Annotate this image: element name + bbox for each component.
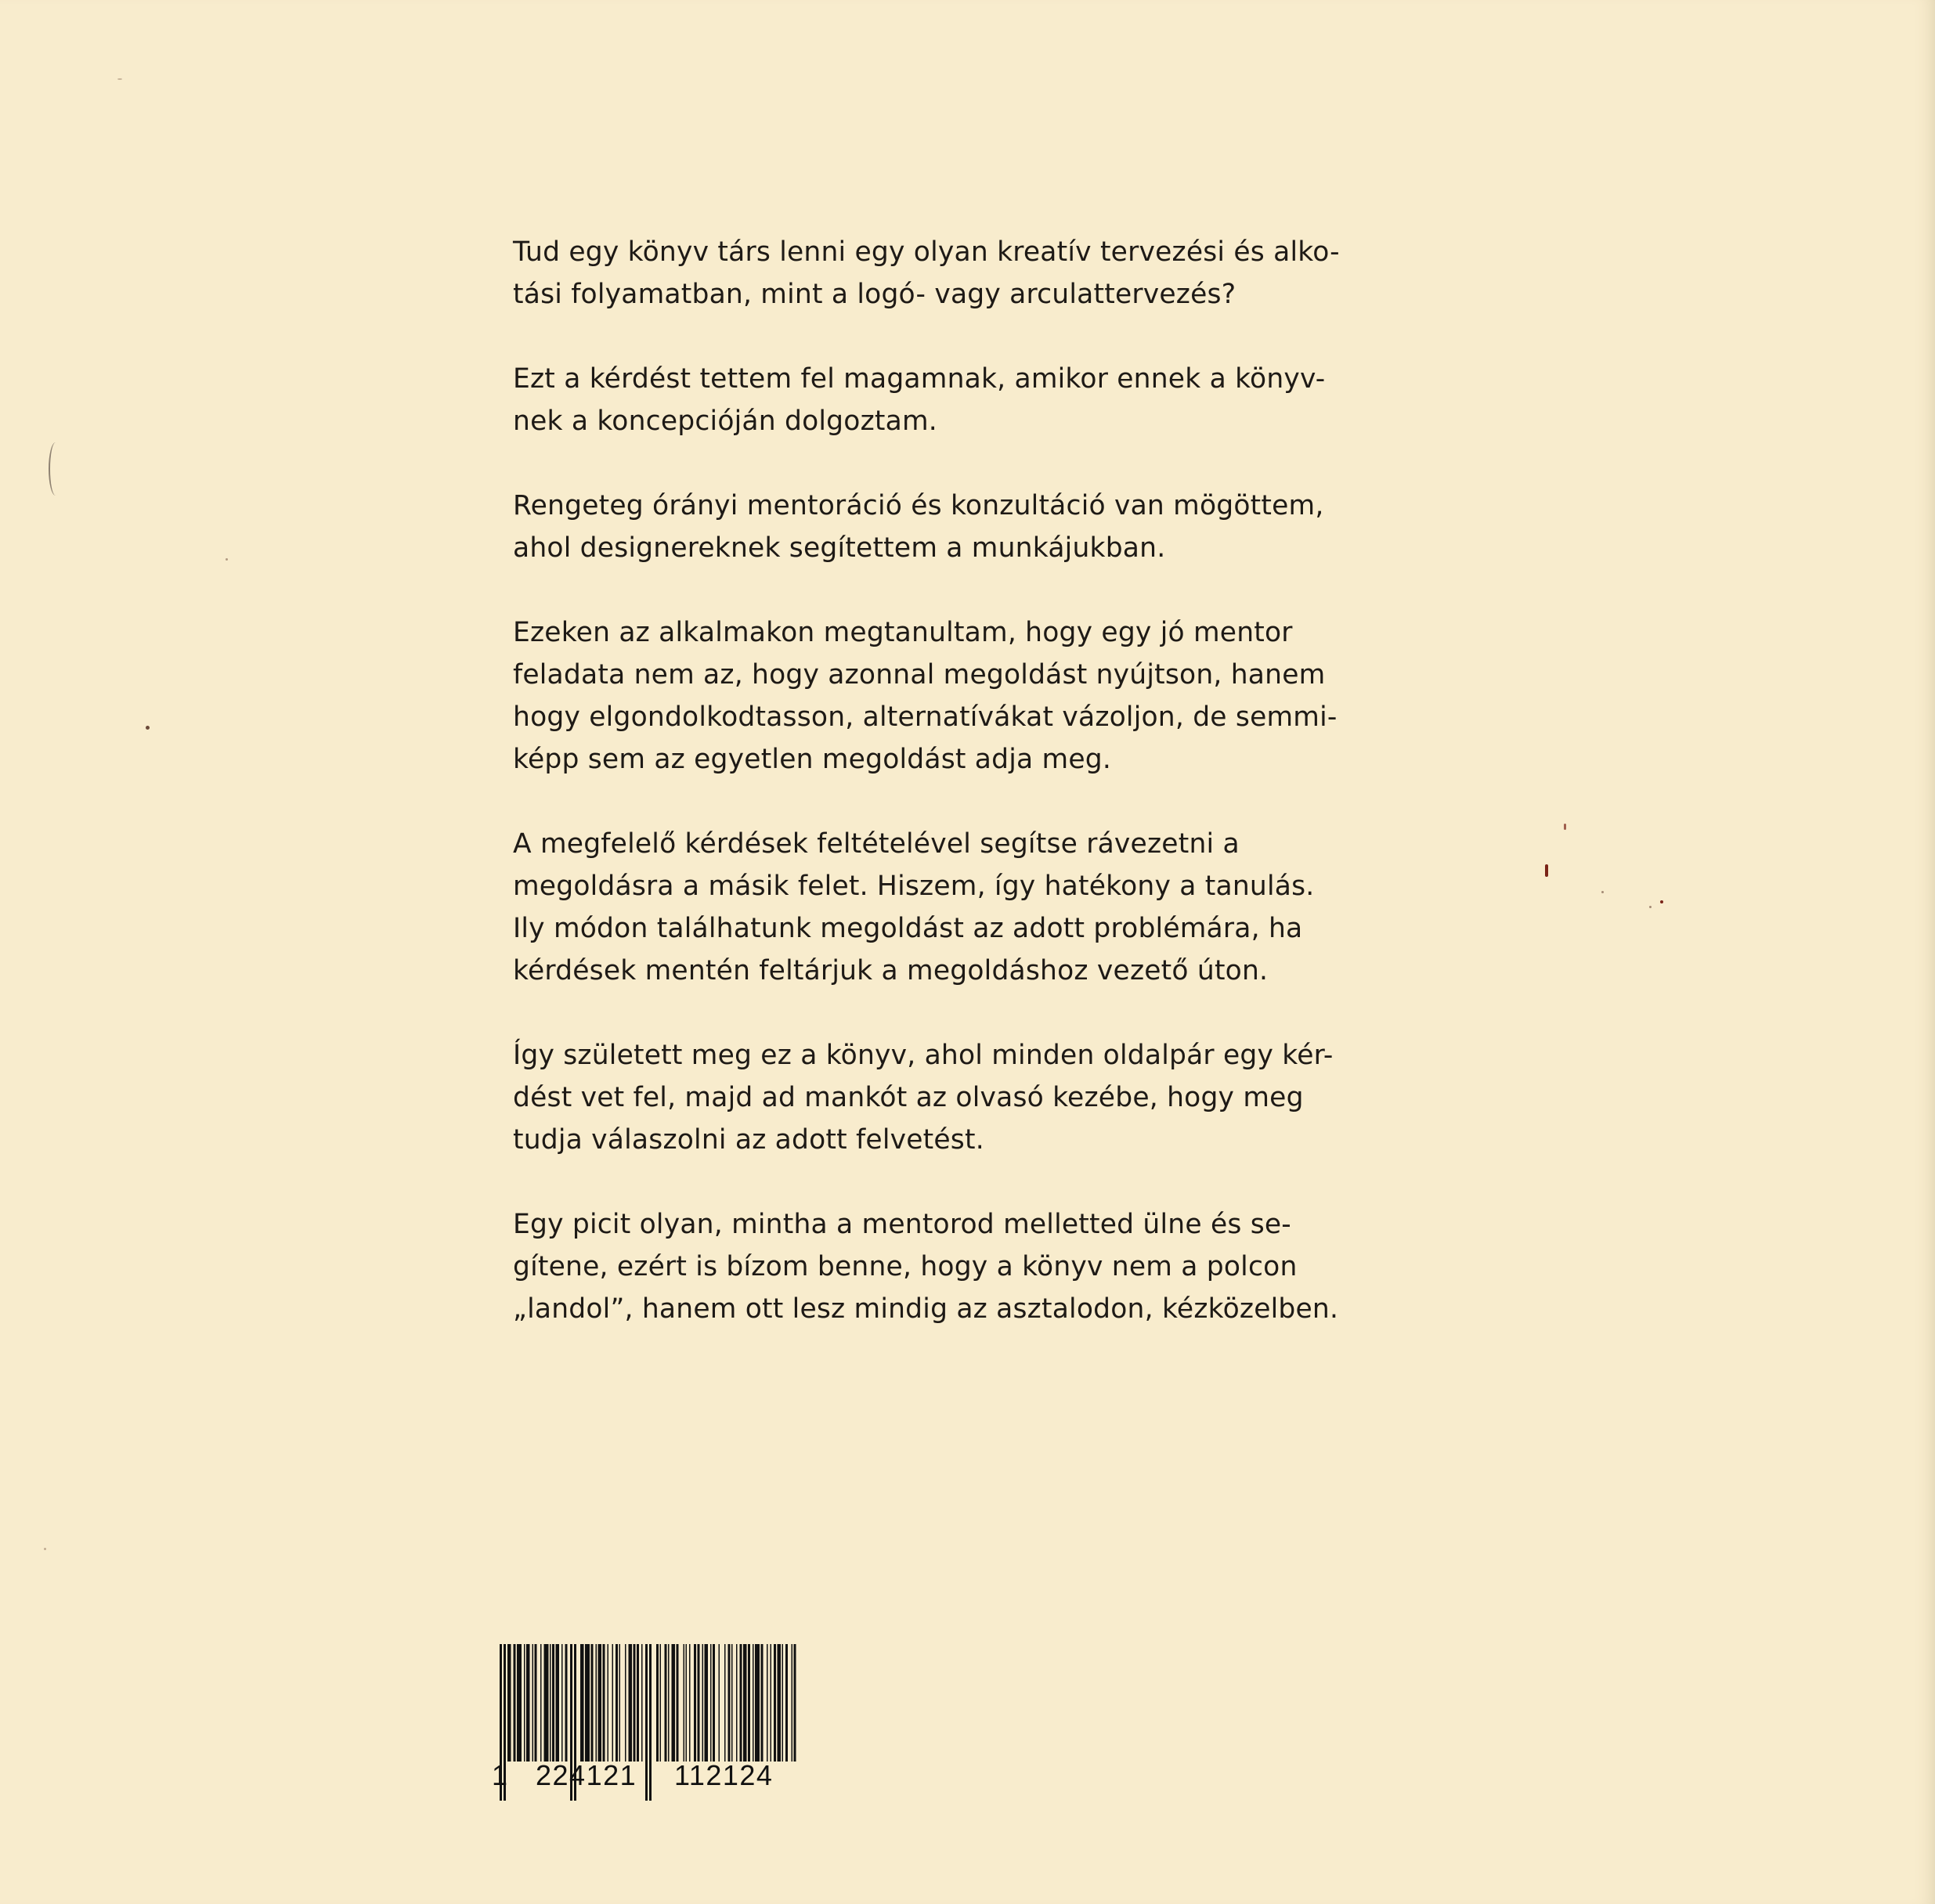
barcode-bar xyxy=(625,1644,626,1762)
barcode-bar xyxy=(736,1644,738,1762)
barcode-bar xyxy=(540,1644,542,1762)
barcode-bar xyxy=(728,1644,731,1762)
barcode xyxy=(489,1644,802,1805)
text-line: Ezeken az alkalmakon megtanultam, hogy egy jó mentor xyxy=(513,617,1293,648)
paragraph-2 xyxy=(513,358,1366,442)
barcode-bar xyxy=(532,1644,534,1762)
barcode-bar xyxy=(767,1644,768,1762)
barcode-guard-bar xyxy=(645,1644,648,1801)
text-line: gítene, ezért is bízom benne, hogy a könyv nem a polcon xyxy=(513,1251,1298,1282)
barcode-bar xyxy=(514,1644,516,1762)
blurb-text xyxy=(513,231,1366,1372)
barcode-bar xyxy=(713,1644,715,1762)
barcode-bar xyxy=(552,1644,554,1762)
barcode-bar xyxy=(719,1644,720,1762)
barcode-bar xyxy=(710,1644,712,1762)
barcode-lead-digit: 1 xyxy=(492,1759,508,1791)
paper-speck xyxy=(117,78,122,80)
barcode-bar xyxy=(677,1644,679,1762)
barcode-bar xyxy=(792,1644,793,1762)
barcode-bar xyxy=(641,1644,643,1762)
barcode-bar xyxy=(778,1644,782,1762)
paragraph-4 xyxy=(513,611,1366,781)
text-line: Egy picit olyan, mintha a mentorod melletted ülne és se- xyxy=(513,1209,1291,1240)
barcode-bar xyxy=(517,1644,522,1762)
barcode-bar xyxy=(619,1644,621,1762)
barcode-bar xyxy=(771,1644,772,1762)
barcode-bar xyxy=(637,1644,639,1762)
barcode-bar xyxy=(698,1644,700,1762)
paper-speck xyxy=(1660,900,1663,903)
paragraph-7 xyxy=(513,1203,1366,1330)
text-line: „landol”, hanem ott lesz mindig az asztalodon, kézközelben. xyxy=(513,1293,1339,1325)
text-line: Tud egy könyv társ lenni egy olyan kreatív tervezési és alko- xyxy=(513,236,1340,268)
barcode-bar xyxy=(705,1644,709,1762)
text-line: feladata nem az, hogy azonnal megoldást nyújtson, hanem xyxy=(513,659,1326,691)
text-line: képp sem az egyetlen megoldást adja meg. xyxy=(513,744,1112,775)
barcode-bar xyxy=(753,1644,754,1762)
barcode-bar xyxy=(634,1644,636,1762)
barcode-bar xyxy=(598,1644,602,1762)
barcode-bar xyxy=(785,1644,788,1762)
barcode-bar xyxy=(535,1644,537,1762)
barcode-bar xyxy=(565,1644,568,1762)
text-line: Ezt a kérdést tettem fel magamnak, amikor ennek a könyv- xyxy=(513,363,1326,395)
barcode-bar xyxy=(694,1644,696,1762)
barcode-bar xyxy=(782,1644,784,1762)
barcode-bar xyxy=(603,1644,605,1762)
barcode-bar xyxy=(656,1644,659,1762)
text-line: ahol designereknek segítettem a munkájukban. xyxy=(513,532,1166,564)
paragraph-1 xyxy=(513,231,1366,316)
barcode-bar xyxy=(740,1644,742,1762)
barcode-bar xyxy=(660,1644,662,1762)
barcode-bar xyxy=(684,1644,685,1762)
barcode-bar xyxy=(591,1644,594,1762)
barcode-bar xyxy=(526,1644,530,1762)
barcode-bar xyxy=(524,1644,525,1762)
barcode-bar xyxy=(629,1644,633,1762)
barcode-bar xyxy=(689,1644,691,1762)
barcode-bar xyxy=(616,1644,618,1762)
paragraph-3 xyxy=(513,485,1366,569)
barcode-bar xyxy=(544,1644,549,1762)
barcode-bar xyxy=(507,1644,511,1762)
text-line: Ily módon találhatunk megoldást az adott problémára, ha xyxy=(513,913,1303,944)
barcode-bar xyxy=(755,1644,760,1762)
barcode-guard-bar xyxy=(649,1644,652,1801)
barcode-right-digits: 112124 xyxy=(674,1759,774,1791)
paper-speck xyxy=(146,726,150,730)
text-line: Így született meg ez a könyv, ahol minden oldalpár egy kér- xyxy=(513,1040,1334,1071)
paper-speck xyxy=(1545,864,1548,877)
text-line: tudja válaszolni az adott felvetést. xyxy=(513,1124,984,1156)
barcode-bar xyxy=(761,1644,764,1762)
barcode-bar xyxy=(686,1644,688,1762)
paragraph-6 xyxy=(513,1034,1366,1161)
barcode-bar xyxy=(774,1644,776,1762)
paper-speck xyxy=(1649,906,1652,908)
barcode-bar xyxy=(672,1644,676,1762)
text-line: hogy elgondolkodtasson, alternatívákat vázoljon, de semmi- xyxy=(513,701,1338,733)
text-line: dést vet fel, majd ad mankót az olvasó kezébe, hogy meg xyxy=(513,1082,1304,1113)
paragraph-5 xyxy=(513,823,1366,992)
text-line: nek a koncepcióján dolgoztam. xyxy=(513,406,937,437)
barcode-bar xyxy=(561,1644,563,1762)
text-line: A megfelelő kérdések feltételével segítse rávezetni a xyxy=(513,828,1240,860)
paper-edge-mark xyxy=(49,442,63,496)
barcode-bar xyxy=(743,1644,747,1762)
barcode-bar xyxy=(731,1644,733,1762)
text-line: kérdések mentén feltárjuk a megoldáshoz vezető úton. xyxy=(513,955,1269,986)
barcode-bar xyxy=(550,1644,551,1762)
barcode-bar xyxy=(794,1644,796,1762)
paper-speck xyxy=(44,1548,46,1550)
paper-speck xyxy=(1564,824,1566,830)
barcode-bar xyxy=(748,1644,750,1762)
barcode-bar xyxy=(612,1644,614,1762)
barcode-bar xyxy=(580,1644,584,1762)
paper-speck xyxy=(1601,891,1604,893)
barcode-left-digits: 224121 xyxy=(536,1759,637,1791)
barcode-bar xyxy=(596,1644,597,1762)
barcode-bar xyxy=(702,1644,704,1762)
barcode-bar xyxy=(724,1644,726,1762)
paper-speck xyxy=(226,558,228,561)
text-line: Rengeteg órányi mentoráció és konzultáció van mögöttem, xyxy=(513,490,1324,521)
barcode-bar xyxy=(556,1644,560,1762)
text-line: tási folyamatban, mint a logó- vagy arculattervezés? xyxy=(513,279,1236,310)
barcode-bar xyxy=(668,1644,670,1762)
text-line: megoldásra a másik felet. Hiszem, így hatékony a tanulás. xyxy=(513,871,1315,902)
barcode-bar xyxy=(608,1644,609,1762)
barcode-bar xyxy=(665,1644,667,1762)
barcode-bar xyxy=(585,1644,590,1762)
